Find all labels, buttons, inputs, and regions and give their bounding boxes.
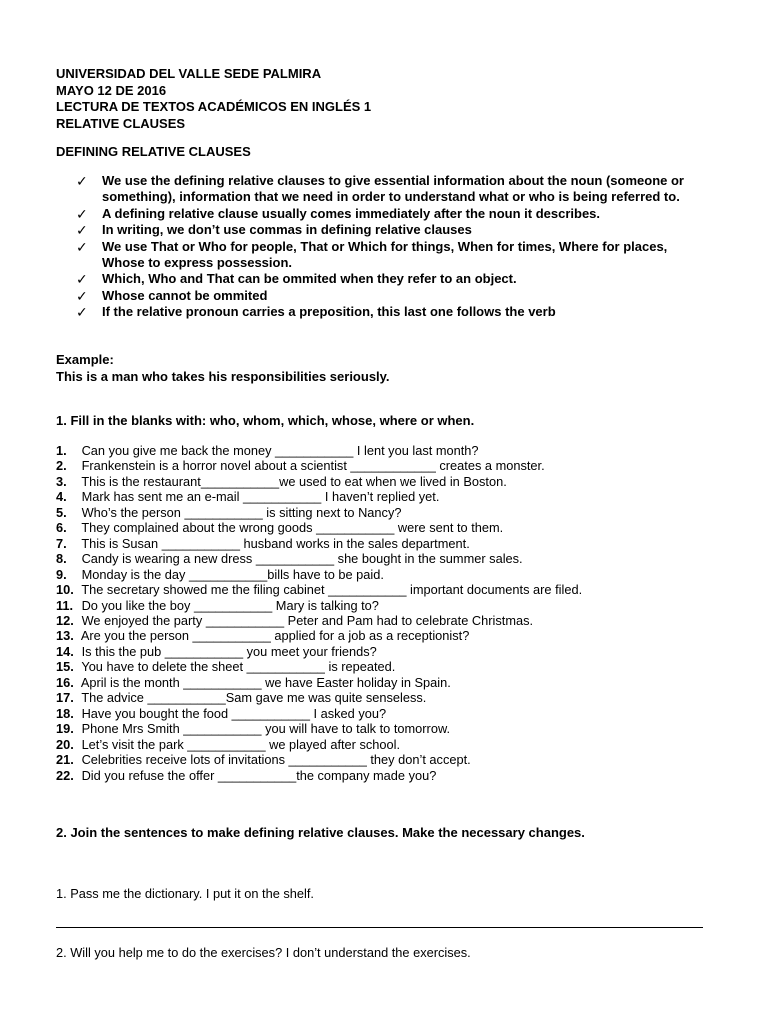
- exercise-item: [56, 644, 582, 659]
- exercise-item: [56, 721, 582, 736]
- date-line: MAYO 12 DE 2016: [56, 82, 167, 98]
- rule-text: Whose cannot be ommited: [102, 287, 268, 303]
- exercise-item: [56, 598, 582, 613]
- item-text: This is Susan ___________ husband works in the sales department.: [81, 535, 470, 551]
- item-text: This is the restaurant___________we used to eat when we lived in Boston.: [81, 473, 507, 489]
- checkmark-icon: ✓: [76, 173, 88, 189]
- rule-text: We use That or Who for people, That or Which for things, When for times, Where for places, Whose to express possession.: [102, 238, 668, 271]
- item-text: Did you refuse the offer ___________the company made you?: [81, 767, 437, 783]
- checkmark-icon: ✓: [76, 222, 88, 239]
- item-text: Is this the pub ___________ you meet your friends?: [81, 643, 377, 659]
- rule-item: [76, 222, 706, 238]
- item-number: 20.: [56, 736, 74, 752]
- exercise-item: [56, 458, 582, 473]
- rule-item: [76, 271, 706, 287]
- exercise-item: [56, 706, 582, 721]
- exercise2-sentence-2: 2. Will you help me to do the exercises? I don’t understand the exercises.: [56, 945, 471, 960]
- topic-title: RELATIVE CLAUSES: [56, 115, 186, 131]
- exercise-item: [56, 505, 582, 520]
- rule-item: [76, 288, 706, 304]
- item-text: We enjoyed the party ___________ Peter and Pam had to celebrate Christmas.: [81, 612, 534, 628]
- item-text: Candy is wearing a new dress ___________ she bought in the summer sales.: [81, 551, 523, 567]
- course-name: LECTURA DE TEXTOS ACADÉMICOS EN INGLÉS 1: [56, 99, 372, 114]
- item-number: 5.: [56, 504, 67, 520]
- exercise-item: [56, 536, 582, 551]
- exercise-item: [56, 613, 582, 628]
- exercise-item: [56, 752, 582, 767]
- item-text: Mark has sent me an e-mail ___________ I haven’t replied yet.: [81, 489, 440, 505]
- university-name: UNIVERSIDAD DEL VALLE SEDE PALMIRA: [56, 66, 322, 81]
- exercise-item: [56, 567, 582, 582]
- item-text: They complained about the wrong goods ___________ were sent to them.: [81, 520, 504, 536]
- item-number: 7.: [56, 535, 67, 551]
- item-text: Let’s visit the park ___________ we played after school.: [81, 736, 401, 752]
- exercise-item: [56, 628, 582, 643]
- example-block: [56, 352, 390, 385]
- checkmark-icon: ✓: [76, 287, 88, 304]
- item-number: 22.: [56, 767, 74, 783]
- exercise-item: [56, 474, 582, 489]
- item-number: 3.: [56, 473, 67, 489]
- rule-text: In writing, we don’t use commas in defining relative clauses: [102, 222, 472, 238]
- exercise-item: [56, 551, 582, 566]
- exercise-item: [56, 582, 582, 597]
- item-number: 13.: [56, 628, 74, 644]
- item-text: Who’s the person ___________ is sitting next to Nancy?: [81, 504, 402, 520]
- item-number: 9.: [56, 566, 67, 582]
- checkmark-icon: ✓: [76, 271, 88, 288]
- rule-item: [76, 173, 706, 206]
- document-header: [56, 66, 371, 132]
- rule-item: [76, 304, 706, 320]
- item-text: Have you bought the food ___________ I asked you?: [81, 705, 387, 721]
- item-number: 17.: [56, 690, 74, 706]
- item-number: 10.: [56, 582, 74, 598]
- item-text: The secretary showed me the filing cabinet ___________ important documents are filed.: [81, 582, 583, 598]
- checkmark-icon: ✓: [76, 238, 88, 255]
- item-text: Can you give me back the money ___________ I lent you last month?: [81, 443, 479, 458]
- exercise1-title: 1. Fill in the blanks with: who, whom, which, whose, where or when.: [56, 413, 475, 428]
- checkmark-icon: ✓: [76, 205, 88, 222]
- rules-list: [76, 173, 706, 321]
- rule-text: A defining relative clause usually comes immediately after the noun it describes.: [102, 205, 601, 221]
- item-number: 6.: [56, 520, 67, 536]
- item-number: 8.: [56, 551, 67, 567]
- checkmark-icon: ✓: [76, 304, 88, 321]
- item-text: The advice ___________Sam gave me was quite senseless.: [81, 690, 427, 706]
- item-text: April is the month ___________ we have Easter holiday in Spain.: [80, 674, 451, 690]
- exercise2-title: 2. Join the sentences to make defining relative clauses. Make the necessary changes.: [56, 825, 585, 840]
- exercise-item: [56, 675, 582, 690]
- answer-line: [56, 927, 703, 928]
- item-number: 21.: [56, 752, 74, 768]
- rule-text: Which, Who and That can be ommited when they refer to an object.: [102, 271, 517, 287]
- item-number: 15.: [56, 659, 74, 675]
- exercise-item: [56, 520, 582, 535]
- example-sentence: This is a man who takes his responsibilities seriously.: [56, 368, 390, 384]
- item-number: 4.: [56, 489, 67, 505]
- section-title: DEFINING RELATIVE CLAUSES: [56, 144, 251, 159]
- item-text: Phone Mrs Smith ___________ you will have to talk to tomorrow.: [81, 721, 451, 737]
- exercise-item: [56, 690, 582, 705]
- item-text: Are you the person ___________ applied for a job as a receptionist?: [80, 628, 470, 644]
- item-number: 1.: [56, 443, 67, 458]
- rule-item: [76, 239, 706, 272]
- exercise-item: [56, 768, 582, 783]
- exercise1-list: [56, 443, 582, 783]
- item-number: 14.: [56, 643, 74, 659]
- example-label: Example:: [56, 352, 114, 367]
- item-number: 16.: [56, 674, 74, 690]
- item-number: 12.: [56, 612, 74, 628]
- item-text: Monday is the day ___________bills have to be paid.: [81, 566, 384, 582]
- rule-text: If the relative pronoun carries a preposition, this last one follows the verb: [102, 304, 556, 320]
- item-number: 18.: [56, 705, 74, 721]
- item-text: Celebrities receive lots of invitations ___________ they don’t accept.: [81, 752, 471, 768]
- item-number: 19.: [56, 721, 74, 737]
- exercise-item: [56, 443, 582, 458]
- exercise2-sentence-1: 1. Pass me the dictionary. I put it on the shelf.: [56, 886, 314, 901]
- exercise-item: [56, 489, 582, 504]
- item-text: Frankenstein is a horror novel about a scientist ____________ creates a monster.: [81, 458, 545, 474]
- item-number: 11.: [56, 597, 74, 613]
- item-number: 2.: [56, 458, 67, 474]
- item-text: Do you like the boy ___________ Mary is talking to?: [81, 597, 379, 613]
- rule-item: [76, 206, 706, 222]
- rule-text: We use the defining relative clauses to give essential information about the noun (someone or something), information that we need in order to understand what or who is being referred to.: [102, 173, 684, 205]
- item-text: You have to delete the sheet ___________ is repeated.: [81, 659, 396, 675]
- exercise-item: [56, 659, 582, 674]
- exercise-item: [56, 737, 582, 752]
